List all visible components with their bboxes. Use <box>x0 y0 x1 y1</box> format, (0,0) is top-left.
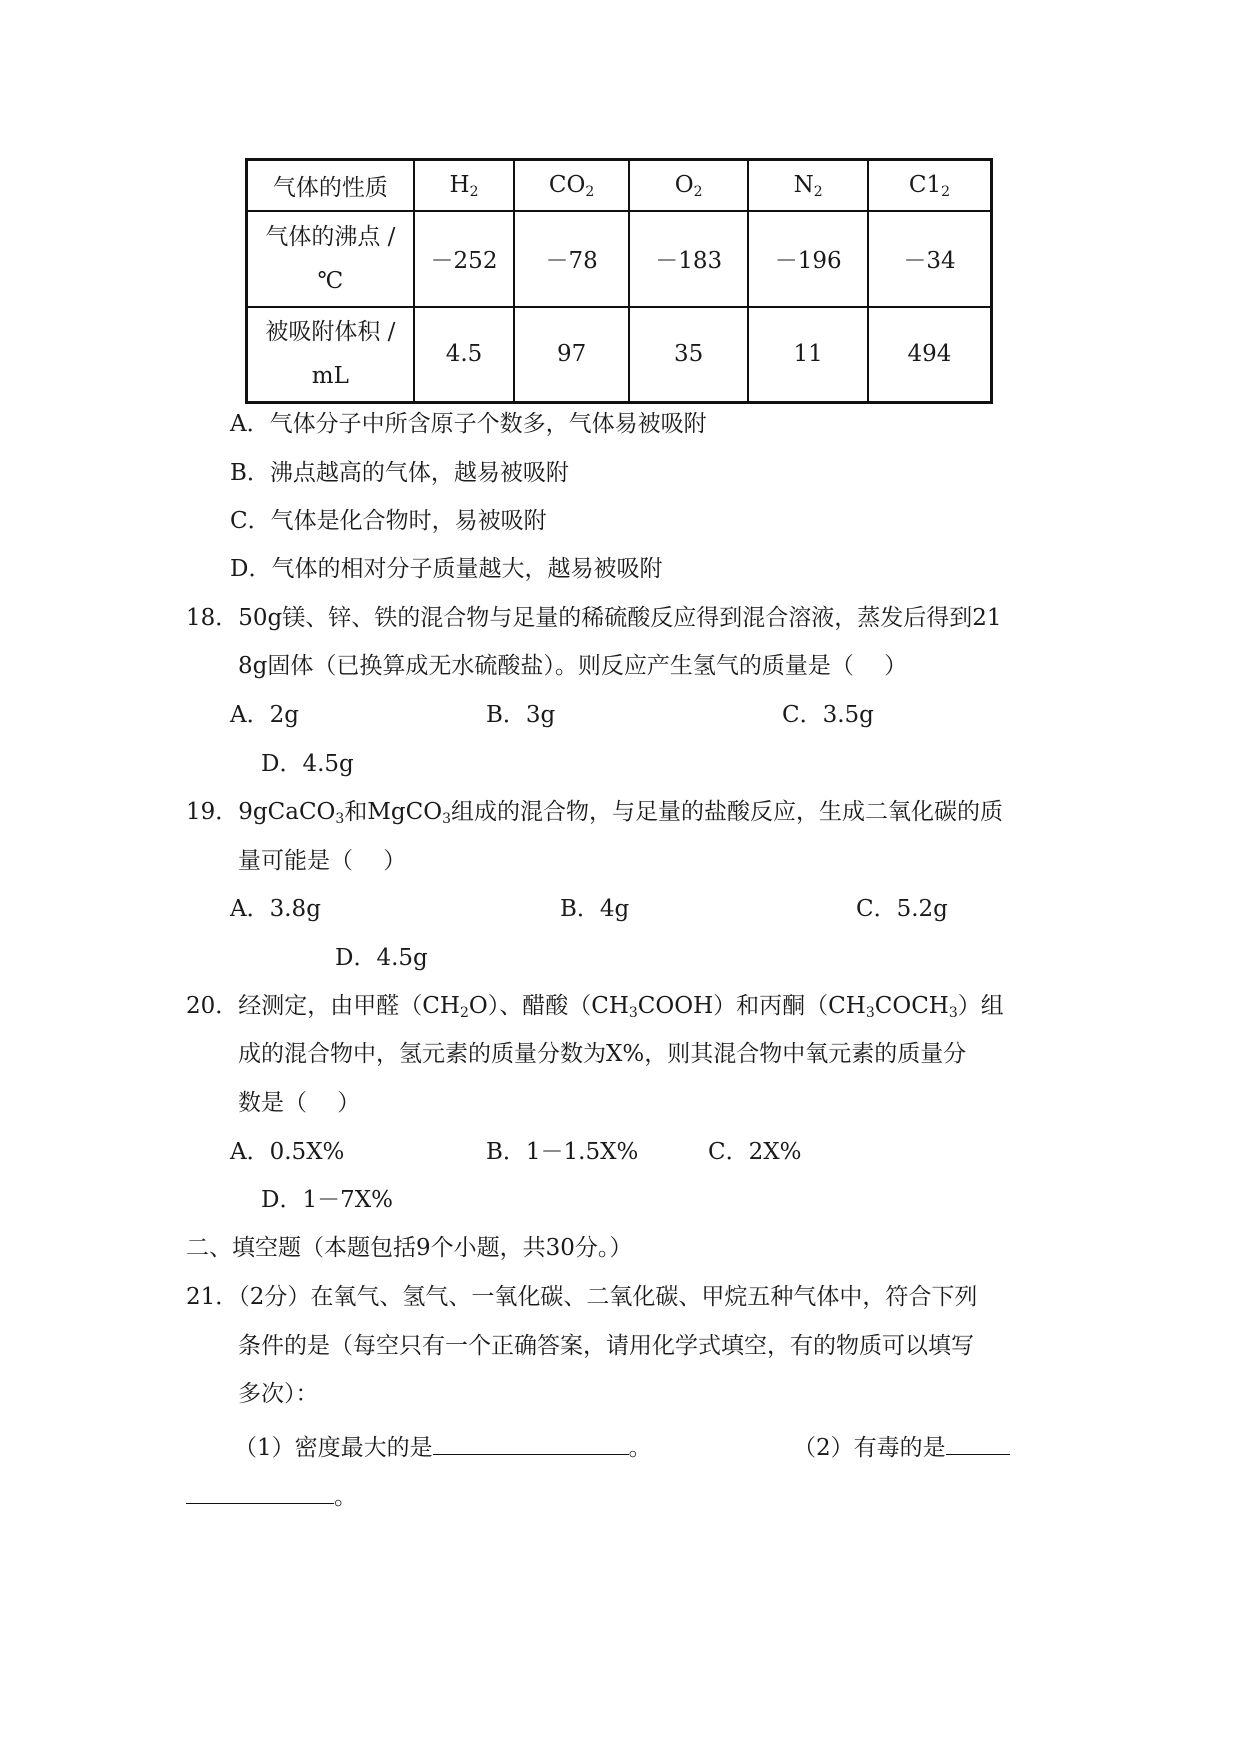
table-cell: －78 <box>514 211 629 307</box>
q18-line1: 18．50g镁、锌、铁的混合物与足量的稀硫酸反应得到混合溶液，蒸发后得到21 <box>186 605 1002 631</box>
q20-option-a: A．0.5X% <box>230 1139 345 1165</box>
q20-line3: 数是（ ） <box>238 1090 361 1116</box>
q17-option-c: C．气体是化合物时，易被吸附 <box>230 508 547 534</box>
q21-line1: 21．（2分）在氧气、氢气、一氧化碳、二氧化碳、甲烷五种气体中，符合下列 <box>186 1284 978 1310</box>
q18-line2: 8g固体（已换算成无水硫酸盐）。则反应产生氢气的质量是（ ） <box>238 653 908 679</box>
q18-option-d: D．4.5g <box>261 751 354 777</box>
table-cell: －183 <box>629 211 749 307</box>
table-cell: 97 <box>514 307 629 403</box>
q19-option-b: B．4g <box>560 896 630 922</box>
table-row-adsorbed-volume <box>247 307 992 403</box>
q21-item1: （1）密度最大的是 。 <box>234 1432 652 1460</box>
q20-line1: 20．经测定，由甲醛$(CH_2O)$、醋酸$(CH_3COOH)$和丙酮$(CH_3COCH_3)$组 <box>186 993 1004 1021</box>
gas-n2: $N_2$ <box>748 160 868 211</box>
q20-option-d: D．1－7X% <box>261 1187 393 1213</box>
gas-cl2: $C1_2$ <box>868 160 992 211</box>
gas-co2: $CO_2$ <box>514 160 629 211</box>
q19-option-c: C．5.2g <box>856 896 948 922</box>
q18-option-b: B．3g <box>486 702 556 728</box>
table-cell: 4.5 <box>414 307 515 403</box>
q21-line2: 条件的是（每空只有一个正确答案，请用化学式填空，有的物质可以填写 <box>238 1333 974 1359</box>
table-cell: 494 <box>868 307 992 403</box>
q18-option-c: C．3.5g <box>782 702 874 728</box>
q20-option-b: B．1－1.5X% <box>486 1139 639 1165</box>
q19-option-d: D．4.5g <box>335 945 428 971</box>
row-label: 气体的沸点 / ℃ <box>247 211 414 307</box>
q17-option-a: A．气体分子中所含原子个数多，气体易被吸附 <box>230 411 707 437</box>
answer-blank-1[interactable] <box>433 1432 629 1455</box>
gas-o2: $O_2$ <box>629 160 749 211</box>
table-header-row <box>247 160 992 211</box>
table-cell: 35 <box>629 307 749 403</box>
q17-option-b: B．沸点越高的气体，越易被吸附 <box>230 460 569 486</box>
table-cell: －196 <box>748 211 868 307</box>
q21-item2-continuation: 。 <box>186 1481 357 1509</box>
q19-line2: 量可能是（ ） <box>238 848 407 874</box>
q18-option-a: A．2g <box>230 702 299 728</box>
table-cell: －34 <box>868 211 992 307</box>
q21-item2: （2）有毒的是 <box>793 1432 1010 1460</box>
q17-option-d: D．气体的相对分子质量越大，越易被吸附 <box>230 556 663 582</box>
gas-h2: $H_2$ <box>414 160 515 211</box>
table-cell: 11 <box>748 307 868 403</box>
table-cell: －252 <box>414 211 515 307</box>
answer-blank-2[interactable] <box>946 1432 1010 1455</box>
row-label: 被吸附体积 / mL <box>247 307 414 403</box>
answer-blank-2-continued[interactable] <box>186 1481 334 1504</box>
table-header-label: 气体的性质 <box>247 160 414 211</box>
table-row-boiling-point <box>247 211 992 307</box>
q20-line2: 成的混合物中，氢元素的质量分数为X%，则其混合物中氧元素的质量分 <box>238 1041 967 1067</box>
q19-line1: 19．9gCaCO$_3$和MgCO$_3$组成的混合物，与足量的盐酸反应，生成二氧化碳的质 <box>186 799 1003 827</box>
section-title: 二、填空题（本题包括9个小题，共30分。） <box>186 1235 633 1261</box>
q19-option-a: A．3.8g <box>230 896 321 922</box>
q20-option-c: C．2X% <box>708 1139 802 1165</box>
q21-line3: 多次）： <box>238 1381 319 1407</box>
gas-properties-table <box>245 158 993 404</box>
